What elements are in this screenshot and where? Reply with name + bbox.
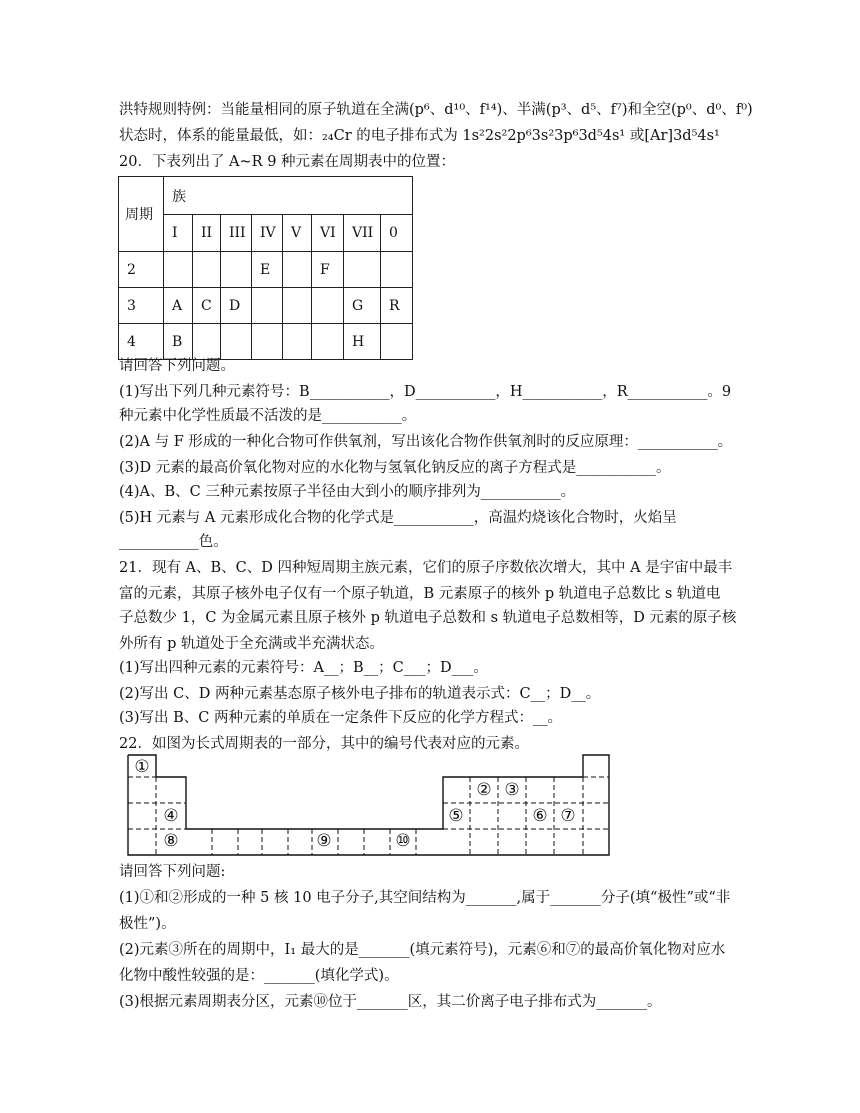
q20-part4: (4)A、B、C 三种元素按原子半径由大到小的顺序排列为___________。 (119, 484, 576, 500)
q21-text-line4: 外所有 p 轨道处于全充满或半充满状态。 (119, 636, 384, 652)
group-5: V (283, 215, 312, 252)
q22-part1-line1: (1)①和②形成的一种 5 核 10 电子分子,其空间结构为_______,属于_______分子(填“极性”或“非 (119, 890, 731, 906)
element-label-3: ③ (504, 780, 520, 800)
q22-title: 22．如图为长式周期表的一部分，其中的编号代表对应的元素。 (119, 736, 529, 752)
group-1: I (164, 215, 193, 252)
element-cell: E (252, 252, 283, 288)
q22-prompt: 请回答下列问题: (119, 864, 226, 880)
element-cell: G (344, 288, 381, 324)
q20-part3: (3)D 元素的最高价氧化物对应的水化物与氢氧化钠反应的离子方程式是___________。 (119, 460, 671, 476)
period-cell: 4 (119, 324, 164, 360)
element-label-9: ⑨ (316, 831, 332, 851)
q20-part5-line1: (5)H 元素与 A 元素形成化合物的化学式是___________，高温灼烧该化合物时，火焰呈 (119, 510, 677, 526)
group-4: IV (252, 215, 283, 252)
group-6: VI (312, 215, 344, 252)
q21-text-line2: 富的元素，其原子核外电子仅有一个原子轨道，B 元素原子的核外 p 轨道电子总数比 s 轨道电 (119, 586, 721, 602)
group-7: VII (344, 215, 381, 252)
q22-part3: (3)根据元素周期表分区，元素⑩位于_______区，其二价离子电子排布式为_______。 (119, 994, 662, 1010)
element-cell: D (221, 288, 252, 324)
q20-title: 20．下表列出了 A~R 9 种元素在周期表中的位置： (119, 154, 456, 170)
element-label-1: ① (134, 757, 150, 777)
q22-part2-line2: 化物中酸性较强的是：_______(填化学式)。 (119, 968, 399, 984)
q21-text-line3: 子总数少 1，C 为金属元素且原子核外 p 轨道电子总数和 s 轨道电子总数相等，D 元素的原子核 (119, 610, 737, 626)
element-label-10: ⑩ (395, 831, 411, 851)
element-label-6: ⑥ (532, 806, 548, 826)
group-header: 族 (164, 177, 413, 215)
element-cell: H (344, 324, 381, 360)
period-cell: 3 (119, 288, 164, 324)
q22-part2-line1: (2)元素③所在的周期中，I₁ 最大的是_______(填元素符号)，元素⑥和⑦的最高价氧化物对应水 (119, 942, 726, 958)
group-0: 0 (381, 215, 413, 252)
element-label-5: ⑤ (448, 806, 464, 826)
group-2: II (193, 215, 221, 252)
hund-rule-line-1: 洪特规则特例：当能量相同的原子轨道在全满(p⁶、d¹⁰、f¹⁴)、半满(p³、d⁵、f⁷)和全空(p⁰、d⁰、f⁰) (119, 102, 753, 118)
element-cell: C (193, 288, 221, 324)
hund-rule-line-2: 状态时，体系的能量最低，如：₂₄Cr 的电子排布式为 1s²2s²2p⁶3s²3p⁶3d⁵4s¹ 或[Ar]3d⁵4s¹ (119, 128, 720, 144)
element-cell: R (381, 288, 413, 324)
q20-part2: (2)A 与 F 形成的一种化合物可作供氧剂，写出该化合物作供氧剂时的反应原理：___________。 (119, 434, 733, 450)
q20-part1-line1: (1)写出下列几种元素符号：B___________，D___________，H___________，R___________。9 (119, 384, 732, 400)
period-cell: 2 (119, 252, 164, 288)
element-label-8: ⑧ (163, 831, 179, 851)
q20-part1-line2: 种元素中化学性质最不活泼的是___________。 (119, 408, 417, 424)
q20-part5-line2: ___________色。 (119, 534, 228, 550)
element-label-4: ④ (163, 806, 179, 826)
q22-part1-line2: 极性”)。 (119, 916, 176, 932)
q21-part3: (3)写出 B、C 两种元素的单质在一定条件下反应的化学方程式：__。 (119, 710, 563, 726)
element-cell: F (312, 252, 344, 288)
q21-text-line1: 21．现有 A、B、C、D 四种短周期主族元素，它们的原子序数依次增大，其中 A 是宇宙中最丰 (119, 560, 733, 576)
period-header: 周期 (119, 177, 164, 252)
q20-prompt: 请回答下列问题。 (119, 358, 235, 374)
element-cell: A (164, 288, 193, 324)
element-label-2: ② (476, 780, 492, 800)
group-3: III (221, 215, 252, 252)
q21-part1: (1)写出四种元素的元素符号：A__；B__；C___；D___。 (119, 660, 488, 676)
q21-part2: (2)写出 C、D 两种元素基态原子核外电子排布的轨道表示式：C__；D__。 (119, 686, 601, 702)
element-label-7: ⑦ (560, 806, 576, 826)
element-cell: B (164, 324, 193, 360)
